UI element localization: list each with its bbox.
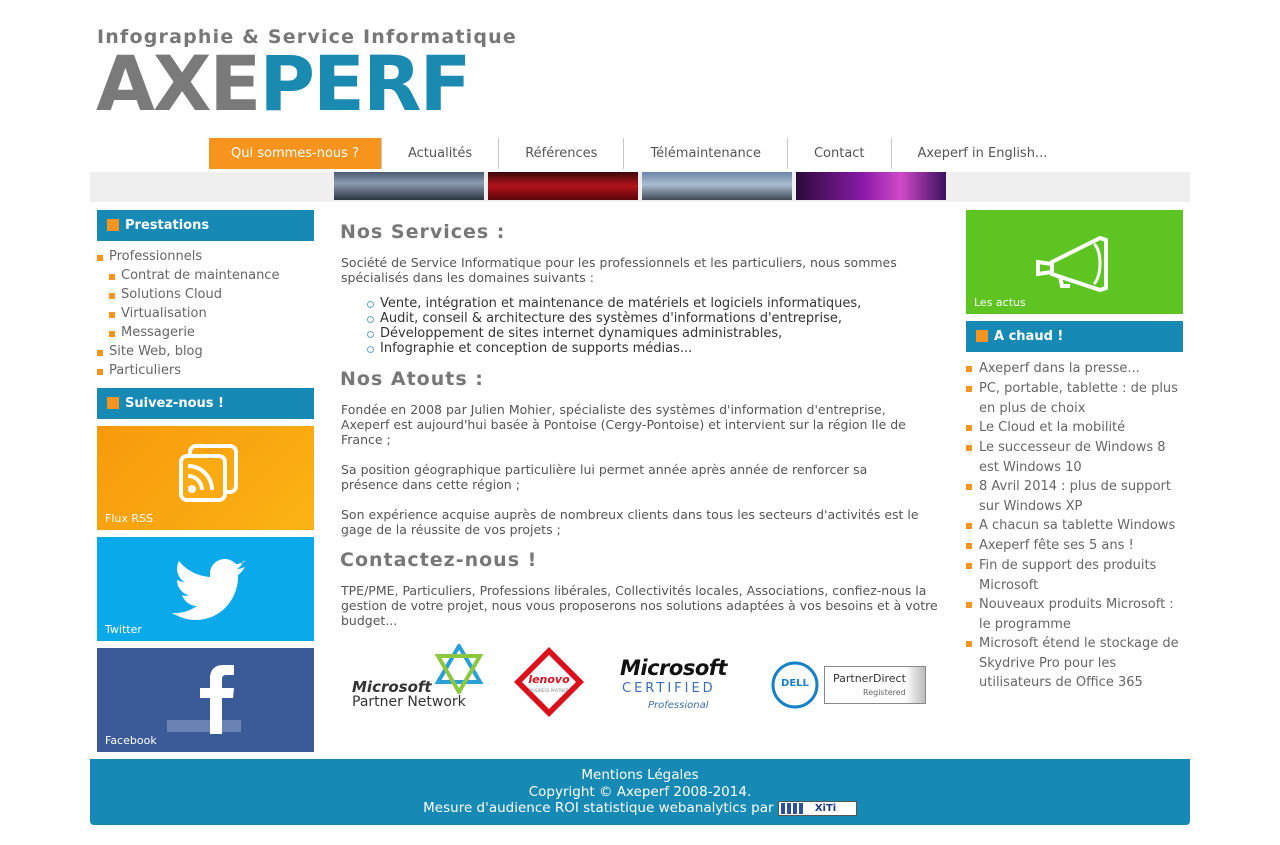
nav-qui-sommes-nous[interactable]: Qui sommes-nous ?	[209, 138, 381, 169]
heading-nos-atouts: Nos Atouts :	[340, 368, 484, 390]
atouts-paragraph-1: Fondée en 2008 par Julien Mohier, spécialiste des systèmes d'information d'entreprise, Axeperf est aujourd'hui basée à Pontoise (Cergy-Pontoise) et intervient sur la région Ile de France ;	[341, 402, 906, 447]
hot-news-item[interactable]: Microsoft étend le stockage de Skydrive Pro pour les utilisateurs de Office 365	[979, 636, 1179, 690]
hot-news-item[interactable]: Le Cloud et la mobilité	[979, 420, 1126, 435]
hot-news-item[interactable]: A chacun sa tablette Windows	[979, 518, 1176, 533]
bullet-icon	[966, 523, 972, 529]
service-item: Audit, conseil & architecture des systèmes d'informations d'entreprise,	[380, 311, 843, 326]
square-bullet-icon	[107, 219, 119, 231]
hot-news-item[interactable]: Axeperf fête ses 5 ans !	[979, 538, 1134, 553]
ms-certified-line1: Microsoft	[620, 656, 727, 680]
logo-axe: AXE	[96, 39, 260, 128]
banner-photo-city	[642, 172, 792, 200]
banner-photo-theater	[488, 172, 638, 200]
logo-perf: PERF	[259, 39, 470, 128]
atouts-paragraph-2: Sa position géographique particulière lui permet année après année de renforcer sa présence dans cette région ;	[341, 462, 868, 492]
contact-paragraph: TPE/PME, Particuliers, Professions libérales, Collectivités locales, Associations, confiez-nous la gestion de votre projet, nous vous proposerons nos solutions adaptées à vos besoins et à votre budget...	[341, 583, 938, 628]
nav-english[interactable]: Axeperf in English...	[891, 138, 1074, 169]
square-bullet-icon	[976, 330, 988, 342]
xiti-text: XiTi	[814, 802, 837, 814]
ms-partner-network-logo	[352, 644, 487, 712]
audience-line	[90, 800, 1190, 817]
bullet-icon	[966, 563, 972, 569]
actus-tile[interactable]	[966, 210, 1183, 314]
dell-registered-text: Registered	[863, 688, 906, 697]
square-bullet-icon	[107, 397, 119, 409]
dell-partnerdirect-text: PartnerDirect	[833, 672, 906, 685]
bullet-icon	[966, 386, 972, 392]
lenovo-partner-logo	[512, 645, 586, 719]
audience-text: Mesure d'audience ROI statistique webanalytics par	[423, 800, 774, 816]
services-intro: Société de Service Informatique pour les professionnels et les particuliers, nous sommes spécialisés dans les domaines suivants :	[341, 255, 897, 285]
prestation-site-web[interactable]: Site Web, blog	[109, 344, 203, 359]
bullet-icon	[966, 425, 972, 431]
ms-certified-line2: CERTIFIED	[622, 681, 716, 696]
hot-news-item[interactable]: Nouveaux produits Microsoft : le programme	[979, 597, 1174, 632]
ms-certified-logo	[620, 656, 740, 716]
lenovo-subtext: BUSINESS PARTNER	[529, 688, 569, 693]
hot-news-item[interactable]: 8 Avril 2014 : plus de support sur Windows XP	[979, 479, 1171, 514]
hot-header	[966, 321, 1183, 352]
ring-bullet-icon	[367, 316, 374, 323]
lenovo-text: lenovo	[528, 673, 570, 686]
follow-header	[97, 388, 314, 419]
banner-photo-building	[334, 172, 484, 200]
hot-news-item[interactable]: Le successeur de Windows 8 est Windows 10	[979, 440, 1166, 475]
nav-telemaintenance[interactable]: Télémaintenance	[623, 138, 787, 169]
bullet-icon	[966, 445, 972, 451]
prestation-particuliers[interactable]: Particuliers	[109, 363, 182, 378]
nav-contact[interactable]: Contact	[787, 138, 891, 169]
bullet-icon	[966, 602, 972, 608]
service-item: Infographie et conception de supports médias...	[380, 341, 693, 356]
ms-partner-line2: Partner Network	[352, 694, 466, 710]
bullet-icon	[966, 641, 972, 647]
bullet-icon	[109, 293, 115, 299]
facebook-caption: Facebook	[105, 734, 157, 747]
banner-strip	[90, 172, 1190, 202]
heading-contactez-nous: Contactez-nous !	[340, 549, 538, 571]
dell-partnerdirect-logo	[770, 660, 928, 710]
rss-tile[interactable]	[97, 426, 314, 530]
legal-notice-link[interactable]: Mentions Légales	[581, 767, 699, 783]
prestation-contrat-maintenance[interactable]: Contrat de maintenance	[121, 268, 280, 283]
prestations-title: Prestations	[125, 218, 210, 233]
rss-caption: Flux RSS	[105, 512, 153, 525]
service-item: Vente, intégration et maintenance de matériels et logiciels informatiques,	[380, 296, 862, 311]
ring-bullet-icon	[367, 301, 374, 308]
prestation-solutions-cloud[interactable]: Solutions Cloud	[121, 287, 222, 302]
bullet-icon	[109, 331, 115, 337]
xiti-badge[interactable]	[778, 801, 857, 816]
hot-title: A chaud !	[994, 329, 1064, 344]
prestation-virtualisation[interactable]: Virtualisation	[121, 306, 207, 321]
follow-title: Suivez-nous !	[125, 396, 224, 411]
dell-text: DELL	[781, 678, 809, 689]
hot-news-item[interactable]: Fin de support des produits Microsoft	[979, 558, 1157, 593]
copyright-text: Copyright © Axeperf 2008-2014.	[528, 783, 752, 800]
hot-news-item[interactable]: PC, portable, tablette : de plus en plus de choix	[979, 381, 1178, 416]
twitter-tile[interactable]	[97, 537, 314, 641]
facebook-tile[interactable]	[97, 648, 314, 752]
logo[interactable]	[96, 39, 470, 128]
prestation-messagerie[interactable]: Messagerie	[121, 325, 195, 340]
actus-caption: Les actus	[974, 296, 1026, 309]
dell-partnerdirect-box	[824, 666, 926, 704]
footer	[90, 759, 1190, 825]
bullet-icon	[966, 366, 972, 372]
twitter-caption: Twitter	[105, 623, 142, 636]
ms-partner-line1: Microsoft	[352, 678, 432, 696]
banner-photo-stage	[796, 172, 946, 200]
nav-references[interactable]: Références	[498, 138, 623, 169]
hot-news-item[interactable]: Axeperf dans la presse...	[979, 361, 1140, 376]
bullet-icon	[97, 369, 103, 375]
bullet-icon	[97, 350, 103, 356]
bullet-icon	[966, 484, 972, 490]
bullet-icon	[109, 312, 115, 318]
main-nav	[209, 138, 1073, 169]
atouts-paragraph-3: Son expérience acquise auprès de nombreux clients dans tous les secteurs d'activités est le gage de la réussite de vos projets ;	[341, 507, 919, 537]
ms-certified-line3: Professional	[648, 700, 709, 711]
bullet-icon	[97, 255, 103, 261]
bullet-icon	[109, 274, 115, 280]
service-item: Développement de sites internet dynamiques administrables,	[380, 326, 783, 341]
bullet-icon	[966, 543, 972, 549]
logo-tagline: Infographie & Service Informatique	[97, 26, 517, 48]
heading-nos-services: Nos Services :	[340, 221, 506, 243]
nav-actualites[interactable]: Actualités	[381, 138, 498, 169]
prestations-header	[97, 210, 314, 241]
ring-bullet-icon	[367, 331, 374, 338]
ms-partner-star-icon	[434, 644, 484, 694]
xiti-bars-icon	[781, 803, 803, 814]
prestation-professionnels[interactable]: Professionnels	[109, 249, 203, 264]
ring-bullet-icon	[367, 346, 374, 353]
